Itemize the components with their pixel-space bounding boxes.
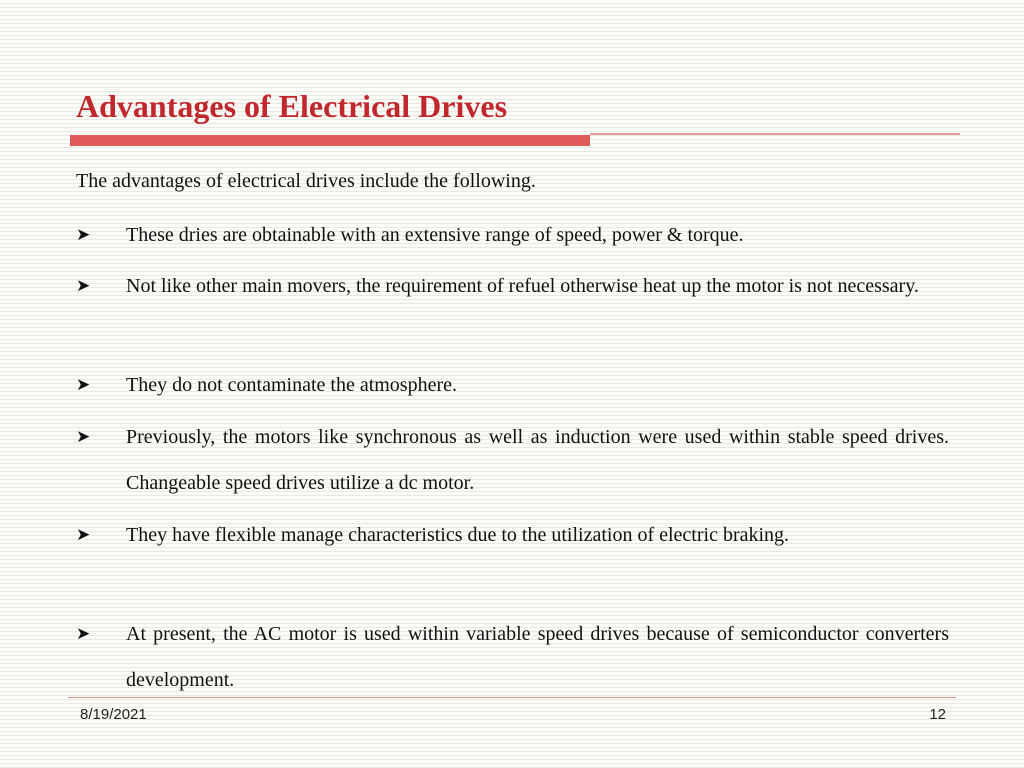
slide-title: Advantages of Electrical Drives [76, 88, 508, 124]
arrow-bullet-icon: ➤ [76, 375, 91, 395]
arrow-bullet-icon: ➤ [76, 225, 91, 245]
page-number: 12 [929, 706, 946, 723]
bullet-text: At present, the AC motor is used within variable speed drives because of semiconductor converters development. [126, 623, 949, 691]
title-accent-line [590, 133, 960, 135]
bullet-text: They do not contaminate the atmosphere. [126, 374, 458, 396]
arrow-bullet-icon: ➤ [76, 624, 91, 644]
arrow-bullet-icon: ➤ [76, 525, 91, 545]
footer-divider [68, 697, 956, 698]
bullet-text: They have flexible manage characteristics due to the utilization of electric braking. [126, 524, 790, 546]
intro-text: The advantages of electrical drives include the following. [76, 170, 536, 192]
bullet-text: Previously, the motors like synchronous as well as induction were used within stable speed drives. Changeable speed drives utilize a dc motor. [126, 426, 949, 494]
footer-date: 8/19/2021 [80, 706, 147, 723]
bullet-text: Not like other main movers, the requirement of refuel otherwise heat up the motor is not necessary. [126, 275, 919, 297]
arrow-bullet-icon: ➤ [76, 276, 91, 296]
bullet-text: These dries are obtainable with an extensive range of speed, power & torque. [126, 224, 744, 246]
arrow-bullet-icon: ➤ [76, 427, 91, 447]
title-accent-bar [70, 135, 590, 146]
